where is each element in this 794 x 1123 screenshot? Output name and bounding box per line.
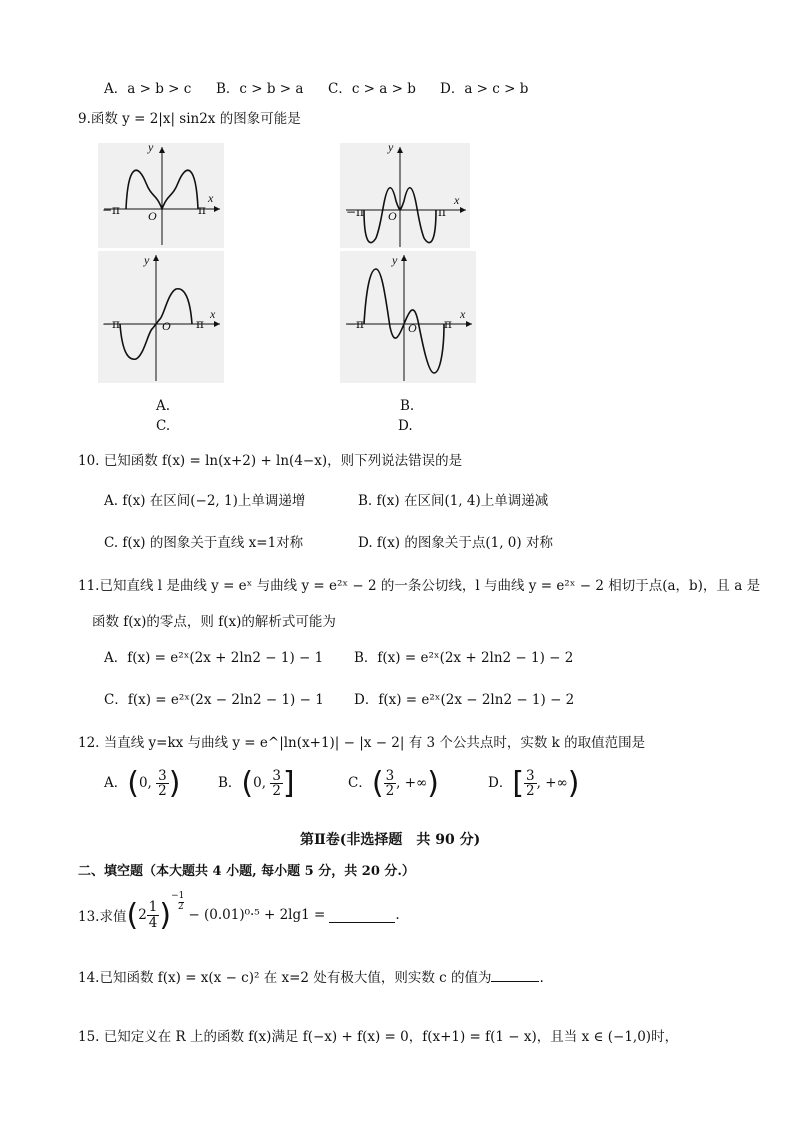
graph-c-neg-pi: −π xyxy=(102,317,120,331)
part-2-heading: 二、填空题（本大题共 4 小题, 每小题 5 分，共 20 分.） xyxy=(78,864,415,879)
graph-a-y-label: y xyxy=(148,140,154,154)
q11-option-a: A．f(x) = e²ˣ(2x + 2ln2 − 1) − 1 xyxy=(104,650,324,666)
graph-c-x-label: x xyxy=(210,307,216,321)
q11-option-c: C．f(x) = e²ˣ(2x − 2ln2 − 1) − 1 xyxy=(104,692,324,708)
q13 xyxy=(78,890,400,940)
q12-option-b xyxy=(218,766,295,801)
q14-answer-blank[interactable] xyxy=(491,967,539,982)
q12-option-b-label: B． xyxy=(218,775,242,791)
q12-d-den: 2 xyxy=(526,783,535,799)
q8-option-d: D．a > c > b xyxy=(440,81,529,97)
graph-d-pos-pi: π xyxy=(444,317,452,331)
graph-b-origin: O xyxy=(388,209,397,223)
q12-option-c-label: C． xyxy=(348,775,372,791)
graph-a-x-label: x xyxy=(208,191,214,205)
q11-stem-line1: 11.已知直线 l 是曲线 y = eˣ 与曲线 y = e²ˣ − 2 的一条公切线，l 与曲线 y = e²ˣ − 2 相切于点(a，b)，且 a 是 xyxy=(78,578,761,594)
graph-d-origin: O xyxy=(408,321,417,335)
q12-b-den: 2 xyxy=(272,783,281,799)
q12-a-open: ( xyxy=(127,766,139,801)
q12-option-c xyxy=(348,766,439,801)
q12-b-zero: 0, xyxy=(253,775,267,791)
q12-d-fraction xyxy=(524,769,537,798)
q8-option-a: A．a > b > c xyxy=(104,81,192,97)
section-2-title: 第Ⅱ卷(非选择题 共 90 分) xyxy=(300,832,481,848)
graph-d-y-label: y xyxy=(392,253,398,267)
q9-label-a: A. xyxy=(156,398,171,414)
q12-a-fraction xyxy=(156,769,169,798)
q8-option-b: B．c > b > a xyxy=(216,81,304,97)
q12-b-open: ( xyxy=(241,766,254,801)
q13-whole: 2 xyxy=(138,907,147,923)
graph-c xyxy=(98,251,224,383)
q8-option-c: C．c > a > b xyxy=(328,81,416,97)
graph-b-neg-pi: −π xyxy=(346,205,364,219)
q12-c-open: ( xyxy=(371,766,384,801)
q13-rest: − (0.01)⁰·⁵ + 2lg1 = xyxy=(188,907,326,923)
graph-b xyxy=(340,140,470,248)
q13-frac-num: 1 xyxy=(148,899,158,916)
q10-option-d: D. f(x) 的图象关于点(1, 0) 对称 xyxy=(358,535,553,551)
q9-label-d: D. xyxy=(398,418,413,434)
q12-a-den: 2 xyxy=(158,783,167,799)
q12-option-a-label: A． xyxy=(104,775,128,791)
q12-b-fraction xyxy=(270,769,283,798)
graph-c-origin: O xyxy=(162,319,171,333)
q12-a-num: 3 xyxy=(158,767,167,784)
q12-c-den: 2 xyxy=(385,783,395,799)
q12-option-d-label: D． xyxy=(488,775,513,791)
graph-b-y-label: y xyxy=(388,140,394,154)
q14-text: 14.已知函数 f(x) = x(x − c)² 在 x=2 处有极大值，则实数 c 的值为 xyxy=(78,970,492,986)
q12-option-d xyxy=(488,766,580,801)
q10-stem: 10. 已知函数 f(x) = ln(x+2) + ln(4−x)，则下列说法错误的是 xyxy=(78,453,463,469)
q11-stem-line2: 函数 f(x)的零点，则 f(x)的解析式可能为 xyxy=(92,614,336,630)
q12-a-zero: 0, xyxy=(138,775,152,791)
q12-a-close: ) xyxy=(168,766,181,801)
q13-end: . xyxy=(395,907,400,923)
q12-option-a xyxy=(104,766,180,801)
graph-d-neg-pi: −π xyxy=(346,317,364,331)
q12-c-fraction xyxy=(384,769,397,798)
graph-a-neg-pi: −π xyxy=(102,203,120,217)
graph-a xyxy=(98,140,224,248)
q12-b-num: 3 xyxy=(272,767,281,784)
q14 xyxy=(78,966,544,986)
q10-option-a: A. f(x) 在区间(−2, 1)上单调递增 xyxy=(104,493,306,509)
q11-option-d: D．f(x) = e²ˣ(2x − 2ln2 − 1) − 2 xyxy=(354,692,575,708)
q10-option-c: C. f(x) 的图象关于直线 x=1对称 xyxy=(104,535,304,551)
q9-stem: 9.函数 y = 2|x| sin2x 的图象可能是 xyxy=(78,111,301,127)
q11-option-b: B．f(x) = e²ˣ(2x + 2ln2 − 1) − 2 xyxy=(354,650,574,666)
q13-prefix: 13.求值 xyxy=(78,909,127,925)
graph-a-pos-pi: π xyxy=(198,203,206,217)
graph-b-pos-pi: π xyxy=(438,205,446,219)
q13-open-paren: ( xyxy=(126,897,139,933)
q12-b-close: ] xyxy=(282,766,295,801)
q15-stem: 15. 已知定义在 R 上的函数 f(x)满足 f(−x) + f(x) = 0，f(x+1) = f(1 − x)，且当 x ∈ (−1,0)时， xyxy=(78,1029,679,1045)
q10-option-b: B. f(x) 在区间(1, 4)上单调递减 xyxy=(358,493,549,509)
q9-label-c: C. xyxy=(156,418,171,434)
graph-a-origin: O xyxy=(148,209,157,223)
q13-fraction xyxy=(147,900,160,929)
q13-exp-den: 2 xyxy=(177,901,184,912)
q12-c-num: 3 xyxy=(385,767,395,784)
q13-exponent: −1 2 xyxy=(171,891,185,912)
q12-d-num: 3 xyxy=(526,767,535,784)
graph-d-x-label: x xyxy=(460,307,466,321)
graph-b-x-label: x xyxy=(454,193,460,207)
q12-d-open: [ xyxy=(512,766,525,801)
q12-d-inf: , +∞ xyxy=(536,775,568,791)
q12-c-close: ) xyxy=(427,766,440,801)
q13-answer-blank[interactable] xyxy=(329,908,395,923)
q9-label-b: B. xyxy=(400,398,415,414)
q13-close-paren: ) xyxy=(159,897,172,933)
graph-c-y-label: y xyxy=(144,253,150,267)
q12-d-close: ) xyxy=(567,766,580,801)
q13-exp-num: 1 xyxy=(178,891,185,902)
q14-end: . xyxy=(539,970,544,986)
q13-frac-den: 4 xyxy=(148,914,158,931)
graph-c-pos-pi: π xyxy=(196,317,204,331)
q12-stem: 12. 当直线 y=kx 与曲线 y = e^|ln(x+1)| − |x − 2| 有 3 个公共点时，实数 k 的取值范围是 xyxy=(78,735,646,751)
graph-d xyxy=(340,251,476,383)
q12-c-inf: , +∞ xyxy=(396,775,428,791)
